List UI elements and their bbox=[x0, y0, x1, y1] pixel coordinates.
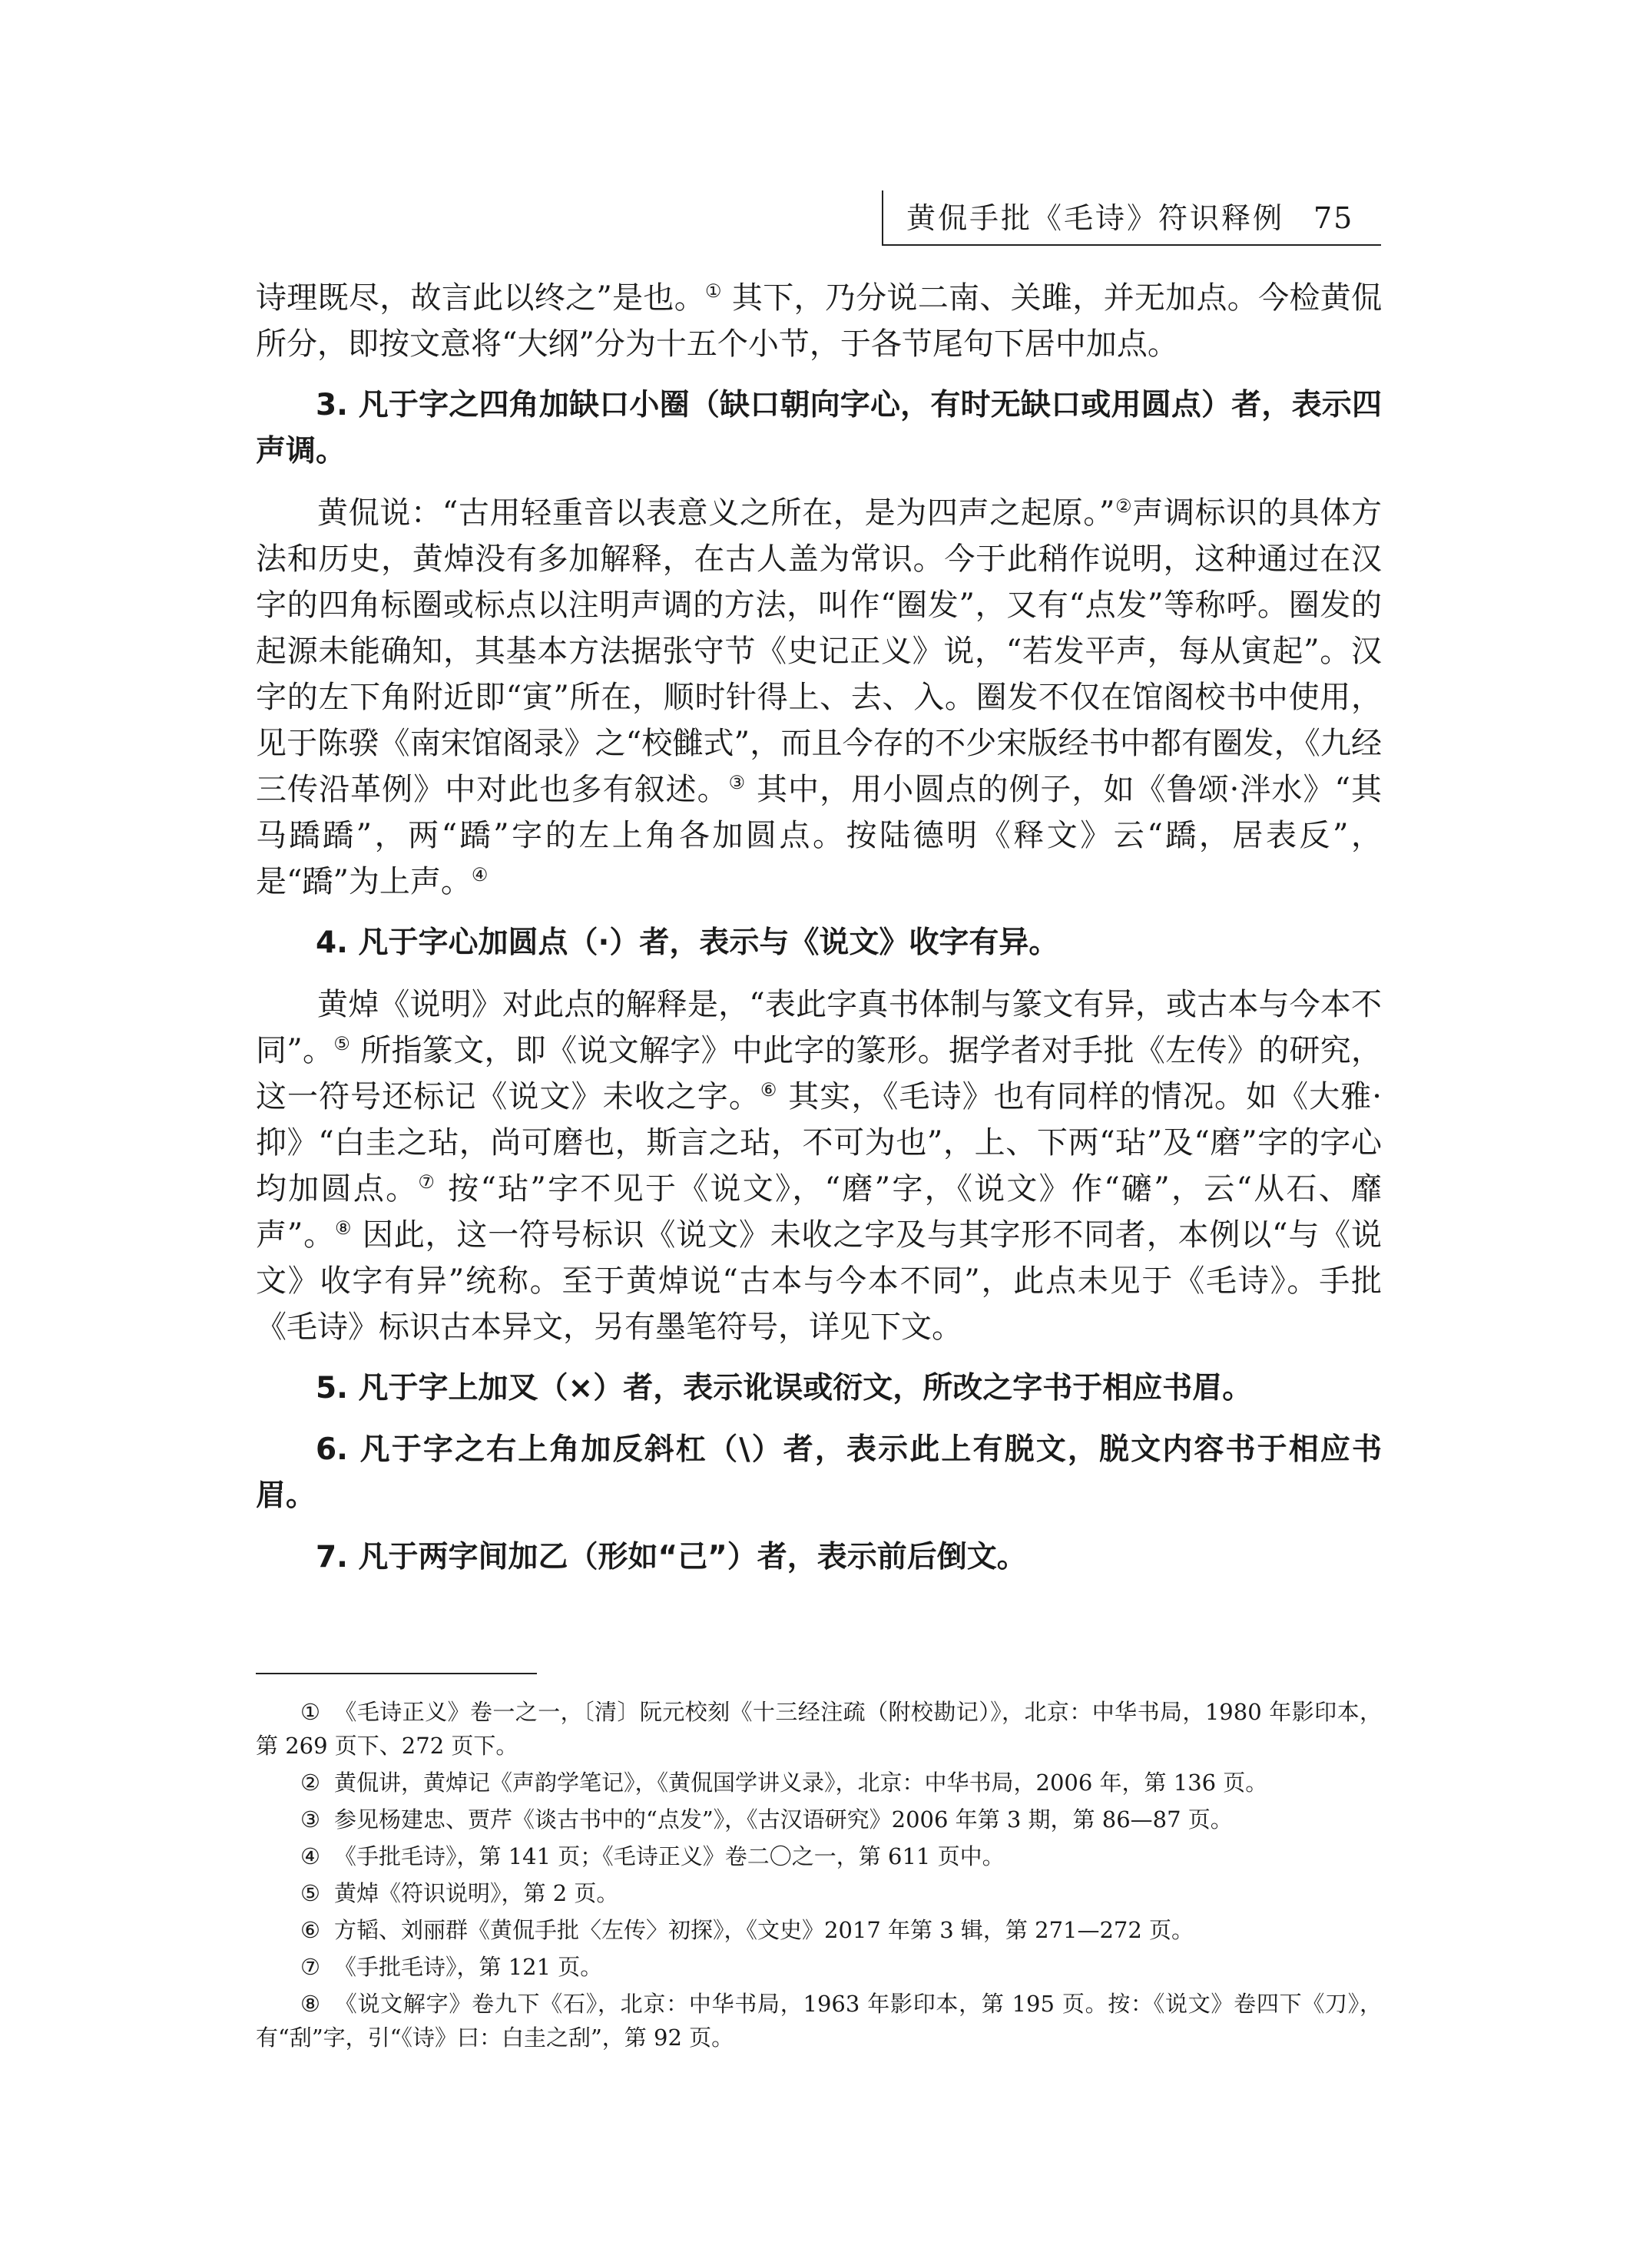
footnote-text: 方韬、刘丽群《黄侃手批〈左传〉初探》，《文史》2017 年第 3 辑，第 271—272 页。 bbox=[334, 1917, 1194, 1943]
footnote-ref[interactable]: ③ bbox=[728, 772, 747, 793]
footnote-ref[interactable]: ① bbox=[705, 280, 722, 302]
footnote-text: 《手批毛诗》，第 121 页。 bbox=[334, 1954, 603, 1980]
footnote bbox=[256, 1803, 1382, 1836]
footnote bbox=[256, 1987, 1382, 2054]
text-run: 诗理既尽，故言此以终之”是也。 bbox=[256, 280, 706, 316]
text-run: 其下，乃分说二南、关雎，并无加点。今检黄侃所分，即按文意将“大纲”分为十五个小节，于各节尾句下居中加点。 bbox=[256, 280, 1383, 362]
main-text bbox=[256, 275, 1382, 1596]
footnote-ref[interactable]: ④ bbox=[471, 864, 489, 886]
footnote bbox=[256, 1695, 1382, 1763]
footnote-text: 《手批毛诗》，第 141 页；《毛诗正义》卷二〇之一，第 611 页中。 bbox=[334, 1843, 1005, 1869]
rule-heading-5: 5. 凡于字上加叉（×）者，表示讹误或衍文，所改之字书于相应书眉。 bbox=[316, 1371, 1253, 1405]
footnote-text: 黄焯《符识说明》，第 2 页。 bbox=[334, 1880, 619, 1906]
paragraph bbox=[256, 490, 1382, 905]
footnote bbox=[256, 1913, 1382, 1947]
footnote-mark: ⑧ bbox=[300, 1991, 321, 2017]
footnote-mark: ① bbox=[300, 1699, 321, 1725]
footnote bbox=[256, 1876, 1382, 1910]
footnote-divider bbox=[256, 1673, 537, 1674]
footnote-mark: ⑥ bbox=[300, 1917, 320, 1943]
text-run: 其中，用小圆点的例子，如《鲁颂·泮水》“其马蹻蹻”，两“蹻”字的左上角各加圆点。按陆德明《释文》云“蹻，居表反”，是“蹻”为上声。 bbox=[256, 772, 1383, 899]
paragraph-continuation bbox=[256, 275, 1382, 367]
page-number: 75 bbox=[1313, 201, 1354, 235]
footnote-mark: ⑦ bbox=[300, 1954, 320, 1980]
text-run: 其实，《毛诗》也有同样的情况。如《大雅·抑》“白圭之玷，尚可磨也，斯言之玷，不可为也”，上、下两“玷”及“磨”字的字心均加圆点。 bbox=[256, 1079, 1383, 1207]
footnote-text: 《毛诗正义》卷一之一，〔清〕阮元校刻《十三经注疏（附校勘记）》，北京：中华书局，1980 年影印本，第 269 页下、272 页下。 bbox=[256, 1699, 1382, 1759]
footnote-text: 黄侃讲，黄焯记《声韵学笔记》，《黄侃国学讲义录》，北京：中华书局，2006 年，第 136 页。 bbox=[334, 1770, 1268, 1796]
footnotes bbox=[256, 1695, 1382, 2058]
text-run: 黄侃说：“古用轻重音以表意义之所在，是为四声之起原。” bbox=[317, 495, 1115, 531]
rule-heading-3: 3. 凡于字之四角加缺口小圈（缺口朝向字心，有时无缺口或用圆点）者，表示四声调。 bbox=[256, 388, 1382, 468]
rule-heading-6: 6. 凡于字之右上角加反斜杠（\）者，表示此上有脱文，脱文内容书于相应书眉。 bbox=[256, 1432, 1382, 1513]
text-run: 所指篆文，即《说文解字》中此字的篆形。据学者对手批《左传》的研究，这一符号还标记《说文》未收之字。 bbox=[256, 1033, 1383, 1114]
footnote bbox=[256, 1839, 1382, 1873]
running-title: 黄侃手批《毛诗》符识释例 bbox=[906, 201, 1285, 235]
footnote-ref[interactable]: ⑥ bbox=[760, 1079, 778, 1101]
footnote-ref[interactable]: ⑧ bbox=[334, 1217, 353, 1239]
running-header bbox=[882, 190, 1381, 246]
footnote-text: 《说文解字》卷九下《石》，北京：中华书局，1963 年影印本，第 195 页。按：《说文》卷四下《刀》，有“刮”字，引“《诗》曰：白圭之刮”，第 92 页。 bbox=[256, 1991, 1383, 2051]
footnote bbox=[256, 1950, 1382, 1984]
footnote-ref[interactable]: ⑦ bbox=[418, 1171, 437, 1193]
footnote-ref[interactable]: ② bbox=[1115, 495, 1133, 517]
footnote-text: 参见杨建忠、贾芹《谈古书中的“点发”》，《古汉语研究》2006 年第 3 期，第 86—87 页。 bbox=[334, 1806, 1233, 1833]
rule-heading-4: 4. 凡于字心加圆点（·）者，表示与《说文》收字有异。 bbox=[316, 925, 1059, 960]
footnote-mark: ② bbox=[300, 1770, 320, 1796]
footnote-mark: ④ bbox=[300, 1843, 320, 1869]
rule-heading-7: 7. 凡于两字间加乙（形如“己”）者，表示前后倒文。 bbox=[316, 1540, 1027, 1574]
text-run: 黄焯《说明》对此点的解释是，“表此字真书体制与篆文有异，或古本与今本不同”。 bbox=[256, 987, 1382, 1068]
footnote-ref[interactable]: ⑤ bbox=[333, 1033, 351, 1055]
footnote bbox=[256, 1766, 1382, 1800]
text-run: 按“玷”字不见于《说文》，“磨”字，《说文》作“礳”，云“从石、靡声”。 bbox=[256, 1171, 1383, 1253]
text-run: 声调标识的具体方法和历史，黄焯没有多加解释，在古人盖为常识。今于此稍作说明，这种通过在汉字的四角标圈或标点以注明声调的方法，叫作“圈发”，又有“点发”等称呼。圈发的起源未能确知，其基本方法据张守节《史记正义》说，“若发平声，每从寅起”。汉字的左下角附近即“寅”所在，顺时针得上、去、入。圈发不仅在馆阁校书中使用，见于陈骙《南宋馆阁录》之“校雠式”，而且今存的不少宋版经书中都有圈发，《九经三传沿革例》中对此也多有叙述。 bbox=[256, 495, 1383, 807]
text-run: 因此，这一符号标识《说文》未收之字及与其字形不同者，本例以“与《说文》收字有异”统称。至于黄焯说“古本与今本不同”，此点未见于《毛诗》。手批《毛诗》标识古本异文，另有墨笔符号，详见下文。 bbox=[256, 1217, 1383, 1345]
footnote-mark: ⑤ bbox=[300, 1880, 320, 1906]
footnote-mark: ③ bbox=[300, 1806, 320, 1833]
paragraph bbox=[256, 982, 1382, 1350]
